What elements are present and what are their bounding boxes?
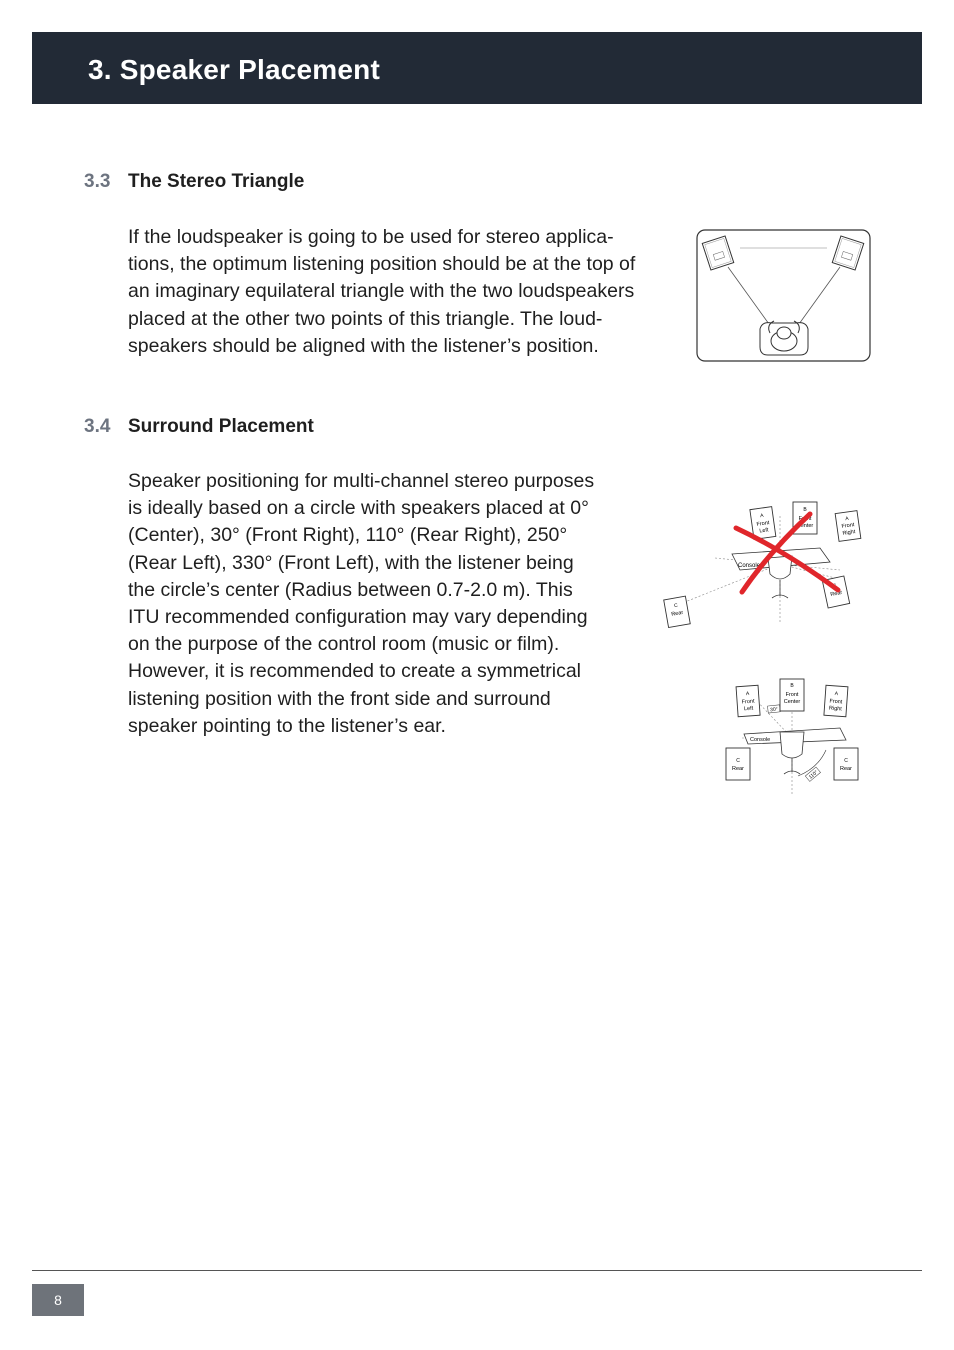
angle-text: 30° [769, 706, 779, 714]
text-line: is ideally based on a circle with speakers placed at 0° [128, 497, 589, 520]
speaker-label: Left [743, 705, 754, 713]
section-3-4-heading [84, 416, 314, 438]
text-line: (Center), 30° (Front Right), 110° (Rear Right), 250° [128, 524, 568, 547]
text-line: (Rear Left), 330° (Front Left), with the listener being [128, 551, 574, 574]
text-line: listening position with the front side and surround [128, 687, 551, 710]
console-label: Console [750, 737, 771, 743]
section-3-4-body [128, 468, 594, 740]
footer-divider [32, 1270, 922, 1271]
speaker-letter: C [844, 758, 848, 764]
speaker-label: Front [756, 520, 770, 528]
page-number: 8 [32, 1284, 84, 1316]
speaker-label: Rear [732, 766, 744, 772]
speaker-label: Front [829, 698, 843, 706]
rear-right-speaker-icon [834, 748, 858, 780]
text-line: However, it is recommended to create a symmetrical [128, 660, 581, 683]
chair-icon [768, 556, 792, 579]
speaker-label: Rear [670, 609, 684, 618]
speaker-label: Front [785, 692, 799, 698]
console-label: Console [738, 563, 761, 569]
front-left-speaker-icon [736, 685, 760, 716]
text-line: tions, the optimum listening position should be at the top of [128, 253, 636, 276]
speaker-label: Front [741, 698, 755, 706]
speaker-label: Right [842, 529, 856, 537]
speaker-letter: A [834, 690, 839, 698]
speaker-letter: C [673, 602, 679, 610]
text-line: the circle’s center (Radius between 0.7-2.0 m). This [128, 578, 573, 601]
front-center-speaker-icon [780, 679, 804, 711]
text-line: an imaginary equilateral triangle with the two loudspeakers [128, 280, 635, 303]
stereo-triangle-figure [696, 229, 872, 363]
chapter-number: 3. [88, 54, 112, 85]
speaker-letter: C [832, 582, 838, 590]
section-title: The Stereo Triangle [128, 171, 305, 192]
surround-correct-figure [722, 676, 862, 798]
section-3-3-heading [84, 171, 304, 193]
text-line: If the loudspeaker is going to be used for stereo applica- [128, 226, 614, 248]
rear-left-speaker-icon [726, 748, 750, 780]
speaker-letter: C [736, 758, 740, 764]
speaker-label: Center [783, 699, 801, 705]
speaker-label: Right [828, 705, 842, 713]
text-line: ITU recommended configuration may vary depending [128, 606, 588, 629]
speaker-label: Front [798, 516, 812, 522]
listener-icon [760, 321, 808, 355]
section-number: 3.4 [84, 416, 111, 437]
dashed-guide [680, 564, 780, 604]
text-line: speaker pointing to the listener’s ear. [128, 714, 446, 737]
chair-icon [780, 732, 804, 758]
text-line: speakers should be aligned with the listener’s position. [128, 334, 599, 357]
speaker-label: Rear [840, 766, 852, 772]
chapter-title [88, 54, 380, 86]
surround-incorrect-figure [660, 496, 870, 636]
speaker-label: Center [796, 523, 814, 529]
angle-30-label [768, 705, 781, 714]
section-3-3-body [128, 224, 635, 360]
angle-text: 110° [807, 769, 820, 781]
text-line: on the purpose of the control room (music or film). [128, 633, 560, 656]
chapter-header [32, 32, 922, 104]
speaker-letter: A [745, 690, 750, 698]
front-right-speaker-icon [824, 685, 848, 716]
section-number: 3.3 [84, 171, 111, 192]
speaker-letter: A [759, 512, 764, 520]
speaker-letter: B [790, 683, 794, 689]
text-line: Speaker positioning for multi-channel stereo purposes [128, 470, 595, 492]
speaker-label: Rear [829, 589, 843, 599]
speaker-letter: B [803, 507, 807, 513]
speaker-label: Front [841, 522, 855, 530]
rear-left-speaker-icon [664, 596, 691, 627]
section-title: Surround Placement [128, 416, 314, 437]
angle-110-label [805, 767, 821, 782]
text-line: placed at the other two points of this triangle. The loud- [128, 307, 603, 330]
speaker-letter: A [844, 515, 850, 523]
speaker-label: Left [759, 527, 769, 535]
chapter-title-text: Speaker Placement [119, 54, 380, 85]
front-right-speaker-icon [835, 511, 861, 542]
